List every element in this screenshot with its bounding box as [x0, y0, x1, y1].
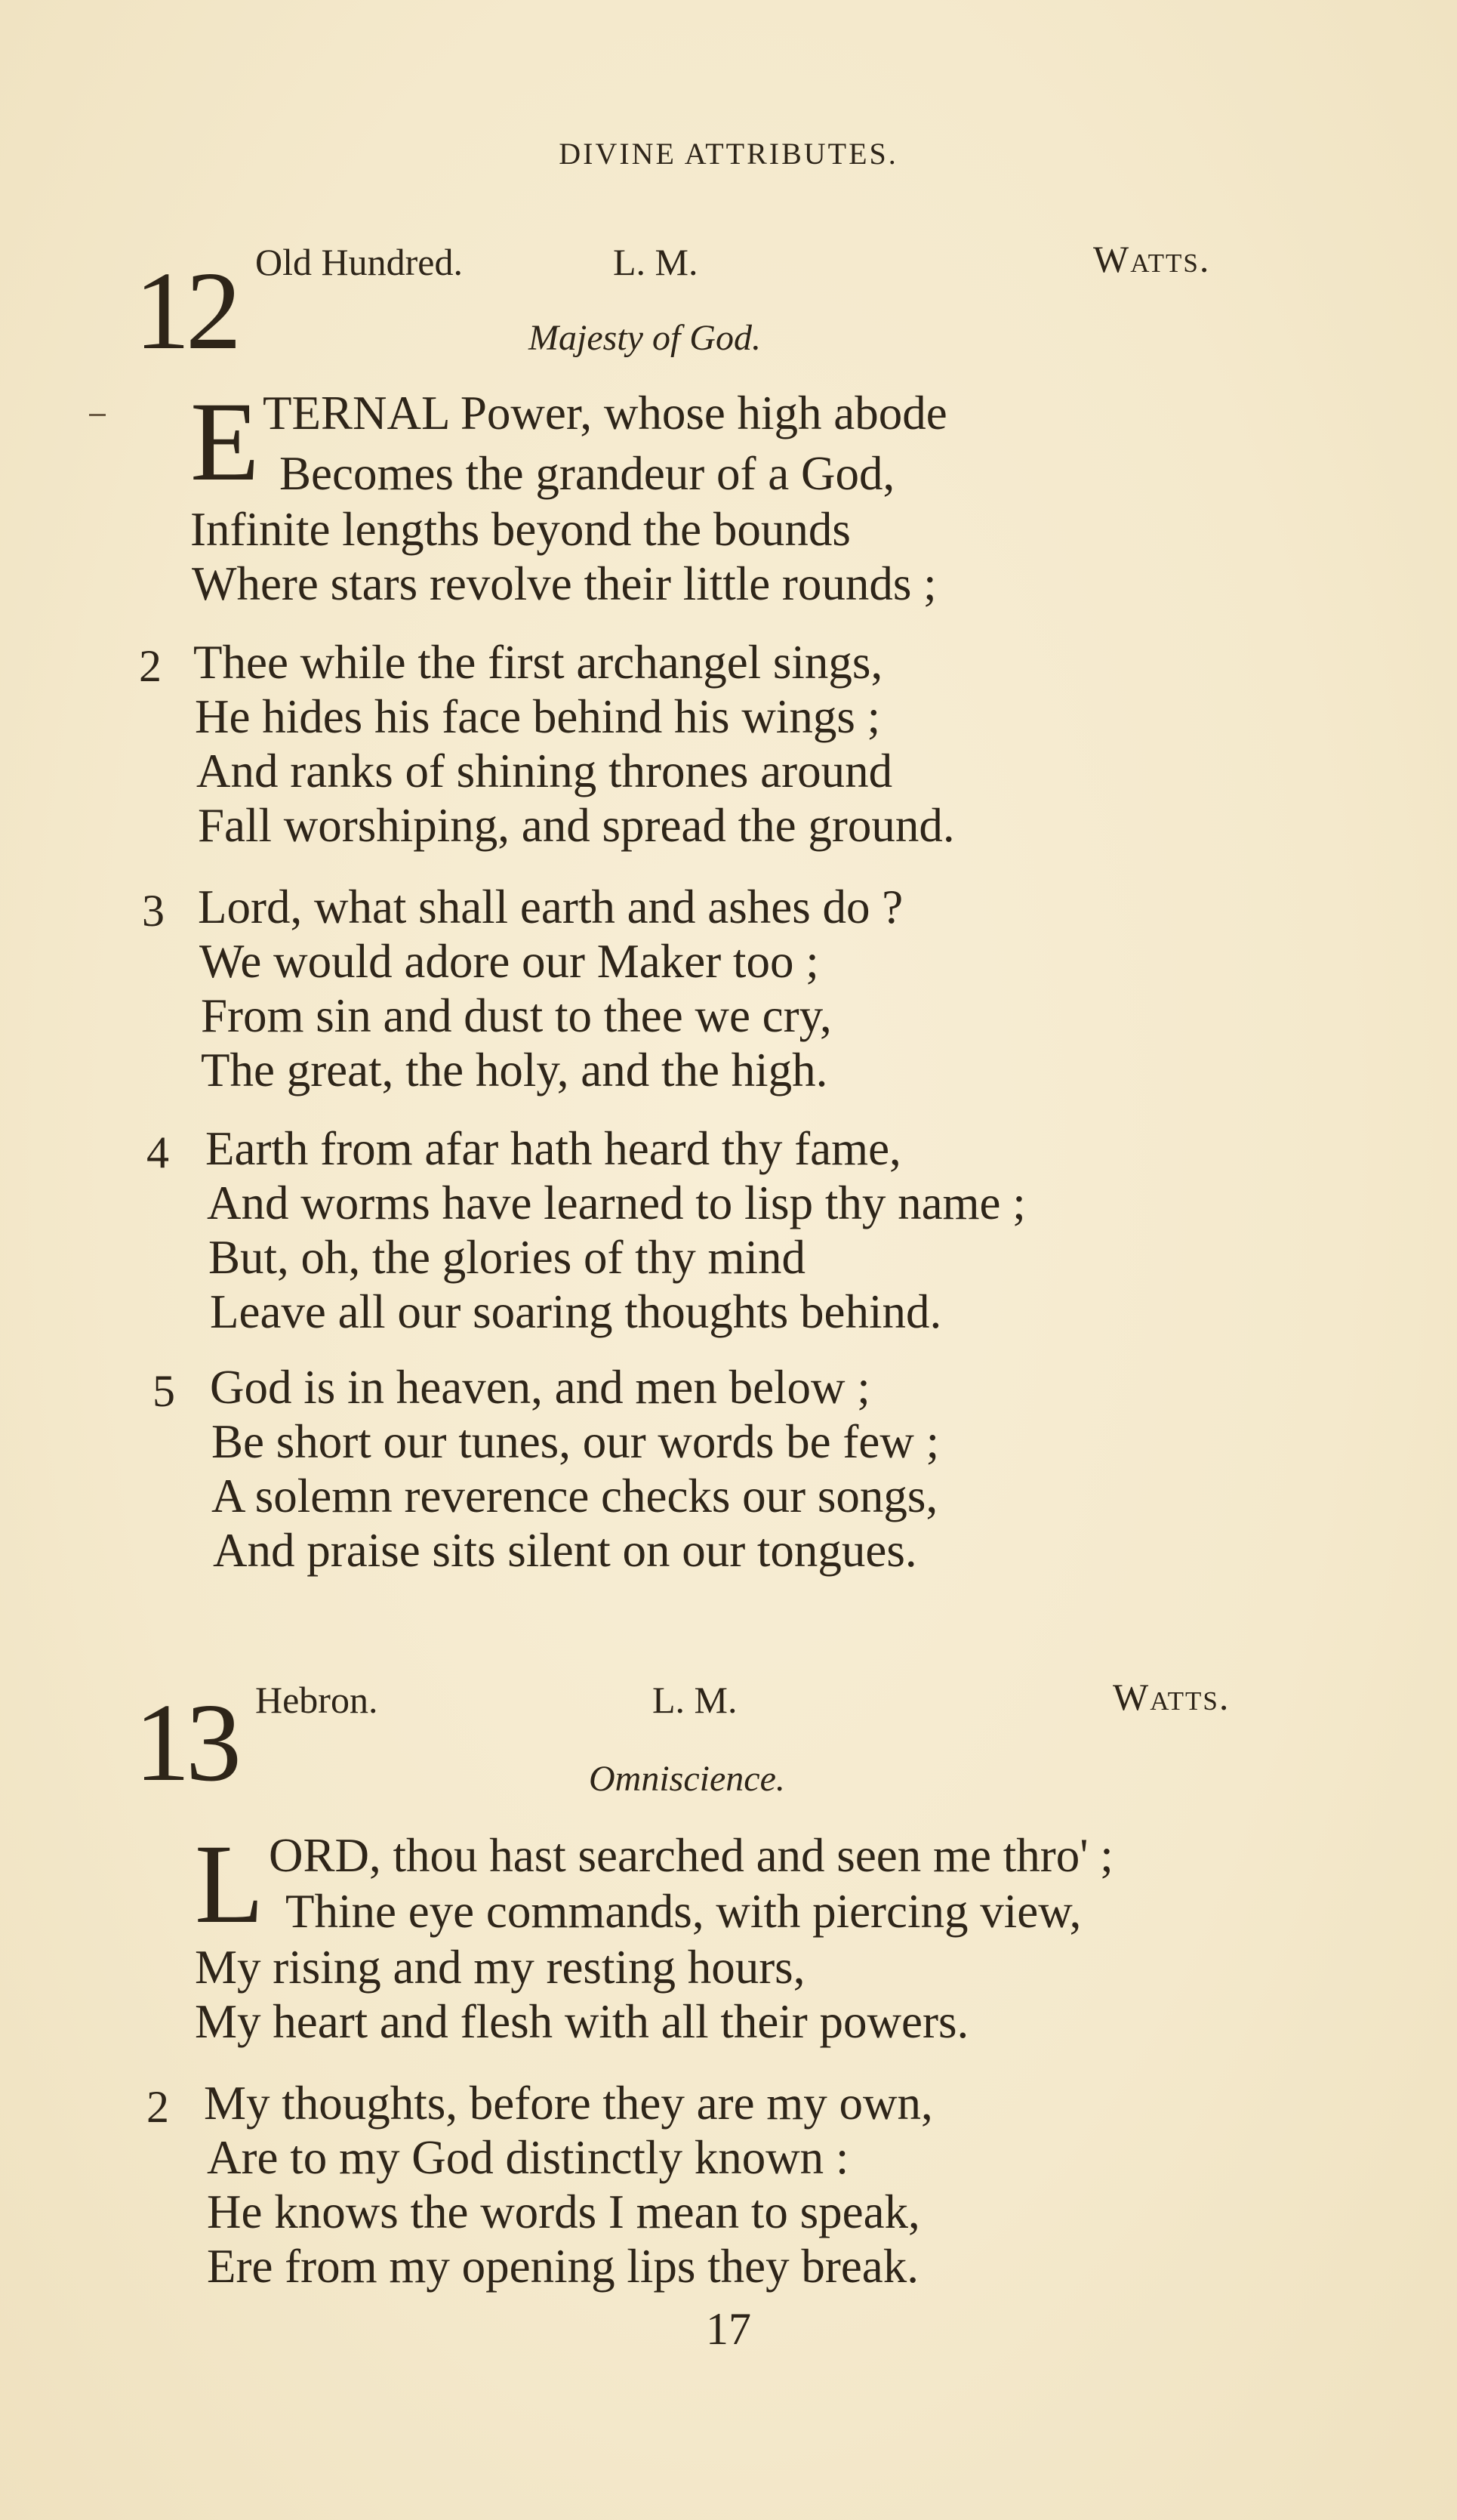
verse-line: God is in heaven, and men below ;	[210, 1361, 870, 1414]
verse-line: Becomes the grandeur of a God,	[279, 447, 895, 500]
verse-line: We would adore our Maker too ;	[199, 935, 819, 988]
hymn-number: 12	[134, 249, 237, 373]
verse-line: And ranks of shining thrones around	[196, 745, 893, 797]
verse-line: Earth from afar hath heard thy fame,	[205, 1122, 901, 1175]
verse-line: Be short our tunes, our words be few ;	[211, 1415, 940, 1468]
verse-line: ORD, thou hast searched and seen me thro' ;	[269, 1829, 1114, 1882]
verse-line: Fall worshiping, and spread the ground.	[198, 799, 955, 852]
verse-line: My rising and my resting hours,	[195, 1941, 806, 1994]
verse-line: Ere from my opening lips they break.	[207, 2240, 919, 2293]
hymn-subject: Majesty of God.	[528, 318, 761, 358]
page-number: 17	[706, 2304, 751, 2354]
verse-line: Leave all our soaring thoughts behind.	[210, 1285, 942, 1338]
drop-cap: L	[195, 1821, 264, 1947]
verse-number: 5	[152, 1366, 175, 1416]
verse-line: He hides his face behind his wings ;	[195, 690, 881, 743]
verse-line: A solemn reverence checks our songs,	[211, 1470, 938, 1522]
verse-line: My heart and flesh with all their powers.	[195, 1995, 969, 2048]
verse-number: 4	[146, 1127, 169, 1177]
meter: L. M.	[613, 241, 698, 283]
tune-name: Old Hundred.	[255, 241, 463, 283]
verse-line: Thine eye commands, with piercing view,	[285, 1885, 1082, 1938]
verse-number: 2	[139, 641, 162, 691]
verse-line: Thee while the first archangel sings,	[193, 636, 883, 689]
verse-line: And praise sits silent on our tongues.	[213, 1524, 917, 1577]
verse-line: Lord, what shall earth and ashes do ?	[198, 881, 904, 933]
drop-cap: E	[190, 379, 260, 504]
author: Watts.	[1113, 1676, 1231, 1718]
author: Watts.	[1093, 238, 1211, 280]
running-head: DIVINE ATTRIBUTES.	[559, 137, 898, 171]
hymn-subject: Omniscience.	[589, 1759, 785, 1799]
hymn-number: 13	[134, 1681, 237, 1805]
verse-number: 3	[142, 886, 165, 936]
verse-line: But, oh, the glories of thy mind	[208, 1231, 806, 1284]
verse-line: The great, the holy, and the high.	[201, 1044, 828, 1097]
meter: L. M.	[652, 1679, 738, 1721]
verse-line: TERNAL Power, whose high abode	[263, 387, 947, 440]
verse-line: From sin and dust to thee we cry,	[201, 989, 832, 1042]
margin-mark	[89, 414, 106, 416]
verse-line: He knows the words I mean to speak,	[207, 2185, 920, 2238]
verse-line: My thoughts, before they are my own,	[204, 2077, 933, 2130]
verse-line: Are to my God distinctly known :	[207, 2131, 849, 2184]
verse-line: Where stars revolve their little rounds ;	[192, 557, 937, 610]
tune-name: Hebron.	[255, 1679, 378, 1721]
verse-line: And worms have learned to lisp thy name ;	[207, 1177, 1026, 1229]
verse-line: Infinite lengths beyond the bounds	[190, 503, 851, 556]
verse-number: 2	[146, 2082, 169, 2132]
